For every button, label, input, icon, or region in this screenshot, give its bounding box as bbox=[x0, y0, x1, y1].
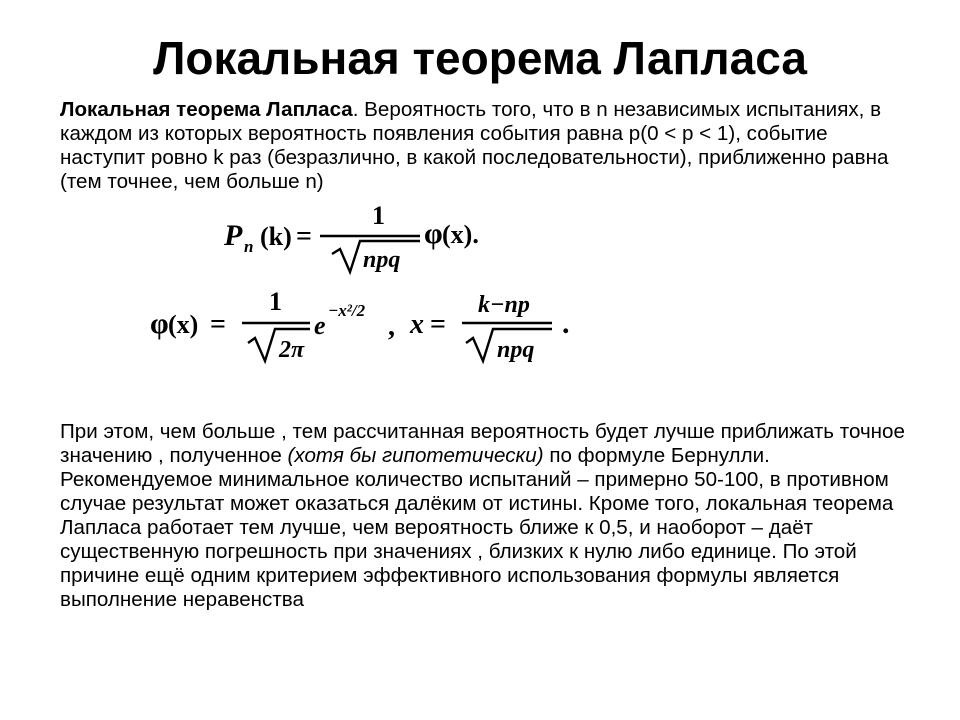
formula2-phi-arg: (x) bbox=[168, 310, 199, 339]
formula1-lhs-subscript: n bbox=[244, 237, 254, 256]
formula-phi-and-x bbox=[148, 283, 588, 367]
explanation-paragraph bbox=[60, 420, 910, 612]
formula2-phi: φ bbox=[150, 307, 169, 340]
explanation-part1: При этом, чем больше , тем рассчитанная вероятность будет лучше приближать точное значению , полученное bbox=[60, 420, 905, 467]
formula-local-laplace bbox=[220, 198, 520, 276]
formula2-numerator-2: k−np bbox=[478, 292, 530, 318]
formula1-phi: φ bbox=[424, 217, 443, 250]
formula1-phi-arg: (x). bbox=[442, 220, 479, 249]
formula2-numerator: 1 bbox=[269, 287, 282, 316]
theorem-statement bbox=[60, 98, 910, 194]
formula1-lhs-arg: (k) bbox=[260, 222, 292, 251]
formula1-equals: = bbox=[296, 221, 312, 252]
formula1-radicand: npq bbox=[363, 247, 401, 273]
explanation-part2: по формуле Бернулли. Рекомендуемое минимальное количество испытаний – примерно 50-100, в противном случае результат может оказаться далёким от истины. Кроме того, локальная теорема Лапласа работает тем лучше, чем вероятность ближе к 0,5, и наоборот – даёт существенную погрешность при значениях , близких к нулю либо единице. По этой причине ещё одним критерием эффективного использования формулы является выполнение неравенства bbox=[60, 444, 894, 611]
formula2-comma: , bbox=[388, 311, 395, 342]
formula2-exp-base: e bbox=[314, 311, 326, 340]
formula2-exponent: −x²/2 bbox=[328, 301, 366, 320]
formula2-dot: . bbox=[562, 307, 570, 340]
formula2-x-var: x bbox=[410, 309, 424, 340]
theorem-term: Локальная теорема Лапласа bbox=[60, 98, 353, 121]
formula1-numerator: 1 bbox=[372, 201, 385, 230]
formula2-equals-2: = bbox=[430, 309, 446, 340]
formula2-radicand: 2π bbox=[279, 337, 305, 363]
explanation-italic: (хотя бы гипотетически) bbox=[287, 444, 544, 467]
slide-title: Локальная теорема Лапласа bbox=[153, 32, 807, 84]
theorem-text: . Вероятность того, что в n независимых испытаниях, в каждом из которых вероятность появления события равна p(0 < p < 1), событие наступит ровно k раз (безразлично, в какой последовательности), приближенно равна (тем точнее, чем больше n) bbox=[60, 98, 889, 193]
formula1-lhs: P bbox=[224, 219, 243, 252]
formula2-radicand-2: npq bbox=[497, 337, 535, 363]
formula2-equals: = bbox=[210, 309, 226, 340]
